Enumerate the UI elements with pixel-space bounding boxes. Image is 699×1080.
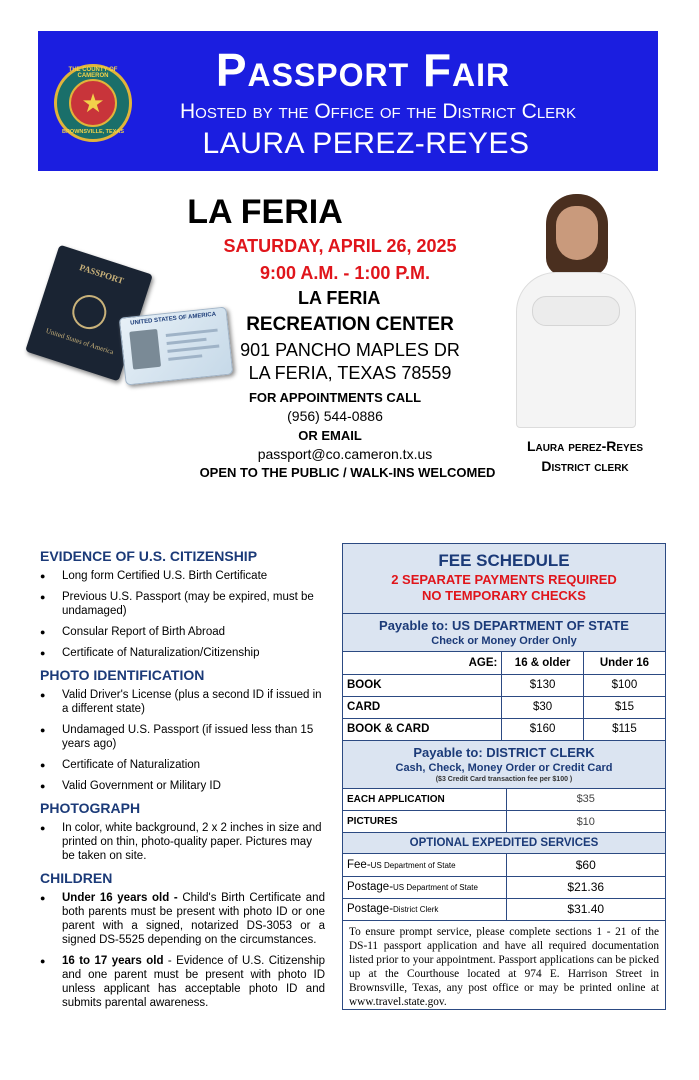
list-item: ● Valid Driver's License (plus a second ID if issued in a different state) bbox=[40, 688, 325, 716]
cell-value: $100 bbox=[583, 674, 665, 696]
citizenship-list bbox=[40, 569, 325, 660]
label-sub: US Department of State bbox=[370, 860, 456, 870]
cell-value: $160 bbox=[502, 718, 584, 740]
list-item: ● Certificate of Naturalization bbox=[40, 758, 325, 772]
header-banner bbox=[38, 31, 658, 171]
cell-value: $15 bbox=[583, 696, 665, 718]
column-header: Under 16 bbox=[583, 652, 665, 674]
row-label bbox=[343, 854, 506, 876]
clerk-face bbox=[556, 206, 598, 260]
open-notice: OPEN TO THE PUBLIC / WALK-INS WELCOMED bbox=[199, 465, 496, 480]
address-line-1: 901 PANCHO MAPLES DR bbox=[240, 340, 460, 360]
cell-value: $130 bbox=[502, 674, 584, 696]
fee-header bbox=[343, 544, 665, 614]
photograph-heading: PHOTOGRAPH bbox=[40, 800, 141, 816]
list-item: ● Valid Government or Military ID bbox=[40, 779, 325, 793]
clerk-photo bbox=[510, 188, 642, 428]
table-row bbox=[343, 876, 665, 898]
or-email-label: OR EMAIL bbox=[298, 428, 362, 443]
fee-warning-2: NO TEMPORARY CHECKS bbox=[422, 588, 586, 603]
list-item: ● Previous U.S. Passport (may be expired, must be undamaged) bbox=[40, 590, 325, 618]
cell-value: $115 bbox=[583, 718, 665, 740]
requirements-column bbox=[40, 544, 325, 1017]
cell-value: $21.36 bbox=[506, 876, 665, 898]
table-row bbox=[343, 696, 665, 718]
row-label: BOOK bbox=[343, 674, 502, 696]
clerk-payable-box bbox=[343, 741, 665, 789]
item-bold: Under 16 years old - bbox=[62, 892, 178, 904]
citizenship-heading: EVIDENCE OF U.S. CITIZENSHIP bbox=[40, 548, 258, 564]
venue-line-1: LA FERIA bbox=[298, 288, 381, 308]
star-icon: ★ bbox=[81, 88, 105, 118]
item-bold: 16 to 17 years old bbox=[62, 955, 164, 967]
fee-note: To ensure prompt service, please complete sections 1 - 21 of the DS-11 passport application and have all required documentation listed prior to your appointment. Passport applications can be picked up at the Courthouse located at 974 E. Harrison Street in Brownsville, Texas, any post office or may be printed online at www.travel.state.gov. bbox=[349, 925, 659, 1008]
state-fee-table bbox=[343, 652, 665, 741]
clerk-arms bbox=[532, 296, 620, 326]
cell-value: $31.40 bbox=[506, 898, 665, 920]
list-item bbox=[40, 891, 325, 947]
list-item: ● Long form Certified U.S. Birth Certificate bbox=[40, 569, 325, 583]
label-sub: District Clerk bbox=[393, 905, 439, 914]
seal-text-top: THE COUNTY OF CAMERON bbox=[68, 67, 118, 79]
passport-label: PASSPORT bbox=[78, 262, 126, 286]
cell-value: $60 bbox=[506, 854, 665, 876]
event-date: SATURDAY, APRIL 26, 2025 bbox=[223, 236, 457, 256]
banner-title: Passport Fair bbox=[215, 44, 511, 96]
clerk-title: District clerk bbox=[541, 458, 629, 474]
list-item: ● Consular Report of Birth Abroad bbox=[40, 625, 325, 639]
card-line bbox=[167, 338, 207, 345]
row-label bbox=[343, 898, 506, 920]
photograph-list bbox=[40, 821, 325, 863]
state-method: Check or Money Order Only bbox=[431, 635, 577, 647]
row-label bbox=[343, 876, 506, 898]
banner-name: LAURA PEREZ-REYES bbox=[202, 127, 530, 160]
item-text: Child's Birth Certificate and both parents must be present with photo ID or one parent with a signed, notarized DS-3053 or a signed DS-5525 depending on the circumstances. bbox=[62, 892, 325, 946]
banner-subtitle: Hosted by the Office of the District Clerk bbox=[179, 100, 577, 123]
seal-text-bottom: BROWNSVILLE, TEXAS bbox=[61, 129, 125, 135]
state-payable-box bbox=[343, 614, 665, 652]
table-row bbox=[343, 898, 665, 920]
label-main: Postage- bbox=[347, 903, 394, 915]
phone-number: (956) 544-0886 bbox=[287, 408, 383, 424]
list-item: ● Undamaged U.S. Passport (if issued less than 15 years ago) bbox=[40, 723, 325, 751]
label-sub: US Department of State bbox=[393, 883, 478, 892]
passport-country: United States of America bbox=[44, 326, 115, 357]
children-heading: CHILDREN bbox=[40, 870, 113, 886]
eagle-emblem-icon bbox=[68, 291, 111, 334]
card-photo bbox=[129, 329, 161, 370]
fee-warning-1: 2 SEPARATE PAYMENTS REQUIRED bbox=[391, 572, 617, 587]
row-label: BOOK & CARD bbox=[343, 718, 502, 740]
card-header: UNITED STATES OF AMERICA bbox=[129, 311, 217, 327]
children-list bbox=[40, 891, 325, 1010]
clerk-method: Cash, Check, Money Order or Credit Card bbox=[395, 761, 613, 774]
column-header: 16 & older bbox=[502, 652, 584, 674]
clerk-name: Laura perez-Reyes bbox=[526, 438, 644, 454]
clerk-fee-table bbox=[343, 789, 665, 834]
card-line bbox=[167, 344, 219, 352]
state-payable: Payable to: US DEPARTMENT OF STATE bbox=[379, 618, 629, 633]
expedited-table bbox=[343, 854, 665, 921]
photo-id-heading: PHOTO IDENTIFICATION bbox=[40, 667, 205, 683]
label-main: Fee- bbox=[347, 858, 371, 871]
list-item: ● In color, white background, 2 x 2 inches in size and printed on thin, photo-quality paper. Pictures may be taken on site. bbox=[40, 821, 325, 863]
clerk-note: ($3 Credit Card transaction fee per $100 ) bbox=[435, 775, 573, 783]
table-row bbox=[343, 652, 665, 674]
event-city: LA FERIA bbox=[187, 193, 343, 231]
fee-title: FEE SCHEDULE bbox=[438, 551, 570, 570]
table-row bbox=[343, 718, 665, 740]
event-time: 9:00 A.M. - 1:00 P.M. bbox=[259, 263, 431, 283]
row-label: EACH APPLICATION bbox=[343, 789, 506, 811]
address-line-2: LA FERIA, TEXAS 78559 bbox=[248, 363, 452, 383]
card-line bbox=[168, 354, 202, 361]
cell-value: $30 bbox=[502, 696, 584, 718]
email-address: passport@co.cameron.tx.us bbox=[257, 446, 433, 462]
passport-card-image bbox=[119, 307, 234, 386]
table-row bbox=[343, 789, 665, 811]
cell-value: $35 bbox=[506, 789, 665, 811]
appointments-label: FOR APPOINTMENTS CALL bbox=[248, 390, 422, 405]
cell-value: $10 bbox=[506, 811, 665, 833]
table-row bbox=[343, 674, 665, 696]
table-row bbox=[343, 811, 665, 833]
table-row bbox=[343, 854, 665, 876]
label-main: Postage- bbox=[347, 881, 394, 893]
row-label: CARD bbox=[343, 696, 502, 718]
clerk-payable: Payable to: DISTRICT CLERK bbox=[413, 744, 595, 760]
expedited-heading: OPTIONAL EXPEDITED SERVICES bbox=[343, 833, 665, 854]
row-label: PICTURES bbox=[343, 811, 506, 833]
age-label: AGE: bbox=[343, 652, 502, 674]
fee-schedule bbox=[342, 543, 666, 1010]
venue-line-2: RECREATION CENTER bbox=[246, 314, 454, 335]
item-text: - Evidence of U.S. Citizenship and one parent must be present with photo ID unless applicant has acceptable photo ID and submits parental awareness. bbox=[62, 955, 325, 1009]
card-line bbox=[166, 329, 218, 337]
list-item: ● Certificate of Naturalization/Citizenship bbox=[40, 646, 325, 660]
list-item bbox=[40, 954, 325, 1010]
photo-id-list bbox=[40, 688, 325, 793]
